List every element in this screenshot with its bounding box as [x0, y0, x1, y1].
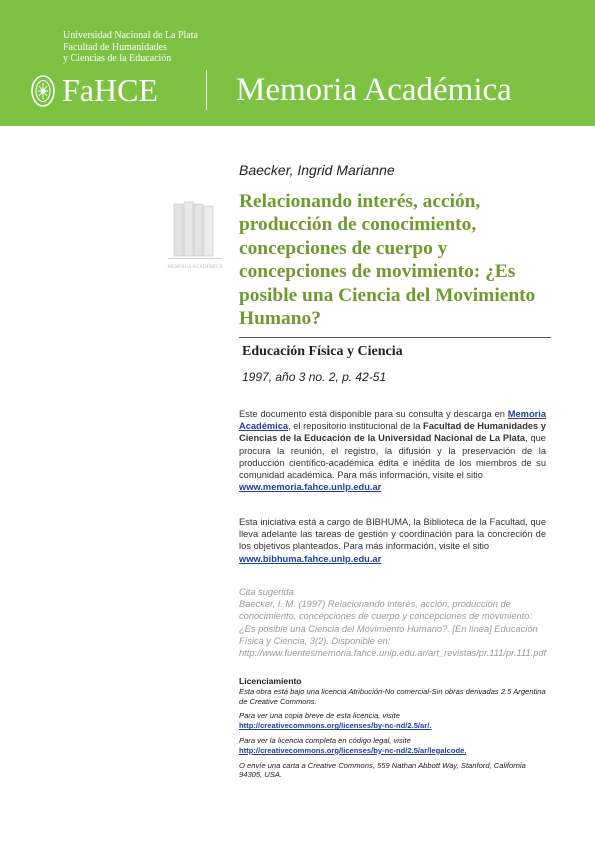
memoria-url-link[interactable]: www.memoria.fahce.unlp.edu.ar: [239, 482, 382, 493]
license-full-label: Para ver la licencia completa en código legal, visite: [239, 735, 411, 745]
license-brief-link[interactable]: http://creativecommons.org/licenses/by-nc-nd/2.5/ar/.: [239, 721, 432, 731]
about-text: , que procura la reunión, el registro, la difusión y la preservación de la producción científico-académica édita e inédita de los miembros de su comunidad académica. Para más información, visite el sitio: [239, 433, 546, 481]
suggested-citation-text: Baecker, I. M. (1997) Relacionando interés, acción, producción de conocimiento, concepciones de cuerpo y concepciones de movimiento: ¿Es posible una Ciencia del Movimiento Humano?. [En línea] Educación Física y Ciencia, 3(2). Disponible en: http://www.fuentesmemoria.fahce.unlp.edu.ar/art_revistas/pr.111/pr.111.pdf: [239, 599, 547, 659]
faculty-line-2: y Ciencias de la Educación: [63, 53, 172, 64]
repository-name: Memoria Académica: [236, 72, 512, 108]
about-paragraph: [239, 408, 546, 493]
license-heading: Licenciamiento: [239, 676, 302, 686]
suggested-citation-label: Cita sugerida: [239, 587, 294, 597]
author: Baecker, Ingrid Marianne: [239, 162, 395, 178]
license-brief-label: Para ver una copia breve de esta licencia, visite: [239, 711, 400, 721]
faculty-name: Facultad de Humanidades y Ciencias de la Educación de la Universidad Nacional de La Plata: [239, 421, 546, 444]
journal-name: Educación Física y Ciencia: [242, 344, 403, 359]
suggested-citation: [239, 586, 549, 659]
bibhuma-text: Esta iniciativa está a cargo de BIBHUMA, la Biblioteca de la Facultad, que lleva adelante las tareas de gestión y coordinación para la concreción de los objetivos planteados. Para más información, visite el sitio: [239, 517, 546, 552]
header-divider: [206, 70, 207, 110]
university-seal-icon: [30, 74, 56, 108]
books-icon: [166, 200, 224, 272]
divider: [239, 337, 551, 338]
publication-details: 1997, año 3 no. 2, p. 42-51: [242, 370, 387, 384]
header-banner: [0, 0, 595, 126]
license-mail: O envíe una carta a Creative Commons, 559 Nathan Abbott Way, Stanford, California 94305, USA.: [239, 760, 526, 780]
license-full-link[interactable]: http://creativecommons.org/licenses/by-nc-nd/2.5/ar/legalcode.: [239, 745, 467, 755]
university-name: [63, 30, 198, 65]
books-caption: MEMORIA ACADÉMICA: [167, 265, 223, 270]
brand-logo: FaHCE: [62, 72, 158, 108]
about-text: , el repositorio institucional de la: [288, 421, 424, 432]
faculty-line: Facultad de Humanidades: [63, 41, 167, 53]
bibhuma-paragraph: [239, 516, 546, 565]
about-text: Este documento está disponible para su consulta y descarga en: [239, 409, 508, 419]
article-title: Relacionando interés, acción, producción de conocimiento, concepciones de cuerpo y concepciones de movimiento: ¿Es posible una Ciencia del Movimiento Humano?: [239, 191, 536, 330]
memoria-link[interactable]: Memoria Académica: [239, 409, 546, 432]
license-section: [239, 677, 549, 785]
bibhuma-url-link[interactable]: www.bibhuma.fahce.unlp.edu.ar: [239, 553, 382, 564]
license-text: Esta obra está bajo una licencia Atribución-No comercial-Sin obras derivadas 2.5 Argentina de Creative Commons.: [239, 686, 546, 706]
university-line: Universidad Nacional de La Plata: [63, 30, 198, 41]
